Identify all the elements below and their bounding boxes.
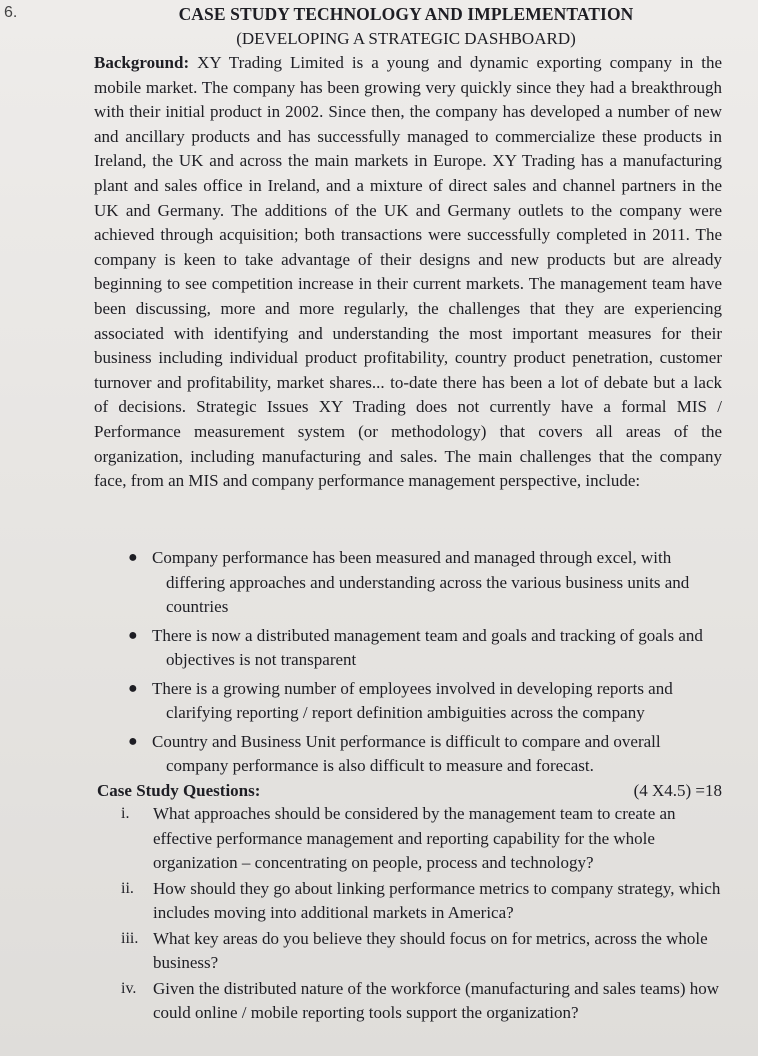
question-number: 6.: [4, 4, 18, 21]
background-paragraph: [94, 51, 722, 494]
bullet-icon: ●: [128, 549, 138, 566]
challenge-text: Company performance has been measured and managed through excel, with differing approaches and understanding across the various business units and countries: [152, 548, 690, 616]
bullet-icon: ●: [128, 679, 138, 697]
case-study-questions: [113, 802, 727, 1027]
challenges-list: [126, 546, 726, 783]
list-item: [113, 977, 727, 1026]
list-item: [113, 802, 727, 876]
background-text: XY Trading Limited is a young and dynamic exporting company in the mobile market. The company has been growing very quickly since they had a breakthrough with their initial product in 2002. Since then, the company has developed a number of new and ancillary products and has successfully managed to commercialize these products in Ireland, the UK and across the main markets in Europe. XY Trading has a manufacturing plant and sales office in Ireland, and a mixture of direct sales and channel partners in the UK and Germany. The additions of the UK and Germany outlets to the company were achieved through acquisition; both transactions were successfully completed in 2011. The company is keen to take advantage of their designs and new products but are already beginning to see competition increase in their current markets. The management team have been discussing, more and more regularly, the challenges that they are experiencing associated with identifying and understanding the most important measures for their business including individual product profitability, country product penetration, customer turnover and profitability, market shares... to-date there has been a lot of debate but a lack of decisions. Strategic Issues XY Trading does not currently have a formal MIS / Performance measurement system (or methodology) that covers all areas of the organization, including manufacturing and sales. The main challenges that the company face, from an MIS and company performance management perspective, include:: [94, 53, 722, 491]
background-label: Background:: [94, 53, 190, 72]
challenge-text: Country and Business Unit performance is difficult to compare and overall company performance is also difficult to measure and forecast.: [152, 731, 661, 775]
question-text: What key areas do you believe they should focus on for metrics, across the whole business?: [153, 928, 708, 972]
document-title: CASE STUDY TECHNOLOGY AND IMPLEMENTATION: [178, 4, 634, 24]
question-text: Given the distributed nature of the workforce (manufacturing and sales teams) how could online / mobile reporting tools support the organization?: [153, 978, 720, 1022]
question-numeral: iii.: [121, 929, 139, 947]
list-item: [126, 730, 726, 779]
question-text: How should they go about linking performance metrics to company strategy, which includes moving into additional markets in America?: [153, 878, 721, 922]
question-text: What approaches should be considered by the management team to create an effective performance management and reporting capability for the whole organization – concentrating on people, process and technology?: [153, 804, 676, 872]
bullet-icon: ●: [128, 732, 138, 750]
marks-allocation: (4 X4.5) =18: [633, 781, 722, 800]
challenge-text: There is now a distributed management team and goals and tracking of goals and objectives is not transparent: [152, 625, 703, 669]
case-study-header: [97, 781, 722, 801]
question-numeral: iv.: [121, 979, 137, 997]
challenge-text: There is a growing number of employees involved in developing reports and clarifying reporting / report definition ambiguities across the company: [152, 678, 673, 722]
question-numeral: ii.: [121, 879, 134, 897]
list-item: [126, 546, 726, 620]
list-item: [126, 677, 726, 726]
document-subtitle: (DEVELOPING A STRATEGIC DASHBOARD): [236, 29, 576, 48]
case-study-label: Case Study Questions:: [97, 781, 261, 800]
list-item: [126, 624, 726, 673]
bullet-icon: ●: [128, 626, 138, 644]
list-item: [113, 927, 727, 976]
list-item: [113, 877, 727, 926]
question-numeral: i.: [121, 805, 130, 822]
